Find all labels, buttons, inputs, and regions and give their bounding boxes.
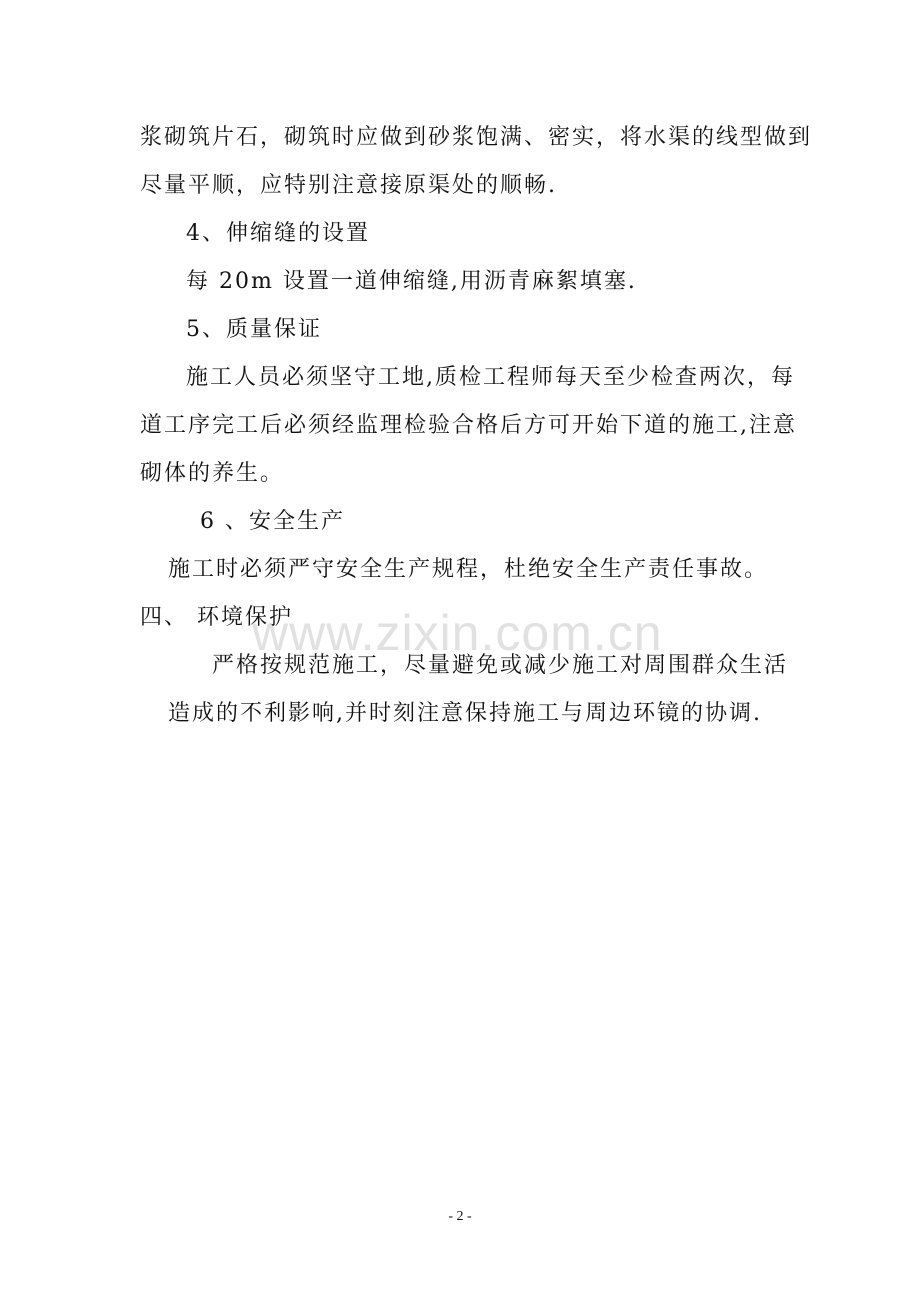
paragraph-line-2: 尽量平顺，应特别注意接原渠处的顺畅. bbox=[140, 173, 557, 198]
section-heading-quality: 5、质量保证 bbox=[186, 317, 322, 342]
paragraph-line-safety: 施工时必须严守安全生产规程，杜绝安全生产责任事故。 bbox=[168, 557, 769, 582]
paragraph-line-environment-2: 造成的不利影响,并时刻注意保持施工与周边环镜的协调. bbox=[168, 701, 762, 726]
section-heading-environment: 四、 环境保护 bbox=[140, 605, 293, 630]
section-heading-safety: 6 、安全生产 bbox=[200, 509, 345, 534]
section-heading-expansion-joint: 4、伸缩缝的设置 bbox=[186, 221, 370, 246]
paragraph-line-quality-1: 施工人员必须坚守工地,质检工程师每天至少检查两次，每 bbox=[186, 365, 795, 390]
paragraph-line-quality-3: 砌体的养生。 bbox=[140, 461, 285, 486]
watermark: www.zixin.com.cn bbox=[252, 605, 663, 661]
paragraph-line-environment-1: 严格按规范施工，尽量避免或减少施工对周围群众生活 bbox=[212, 653, 789, 678]
paragraph-line-quality-2: 道工序完工后必须经监理检验合格后方可开始下道的施工,注意 bbox=[140, 413, 797, 438]
page-number: - 2 - bbox=[448, 1209, 472, 1224]
paragraph-line-expansion-joint: 每 20m 设置一道伸缩缝,用沥青麻絮填塞. bbox=[186, 269, 637, 294]
paragraph-line-1: 浆砌筑片石，砌筑时应做到砂浆饱满、密实，将水渠的线型做到 bbox=[140, 125, 813, 150]
